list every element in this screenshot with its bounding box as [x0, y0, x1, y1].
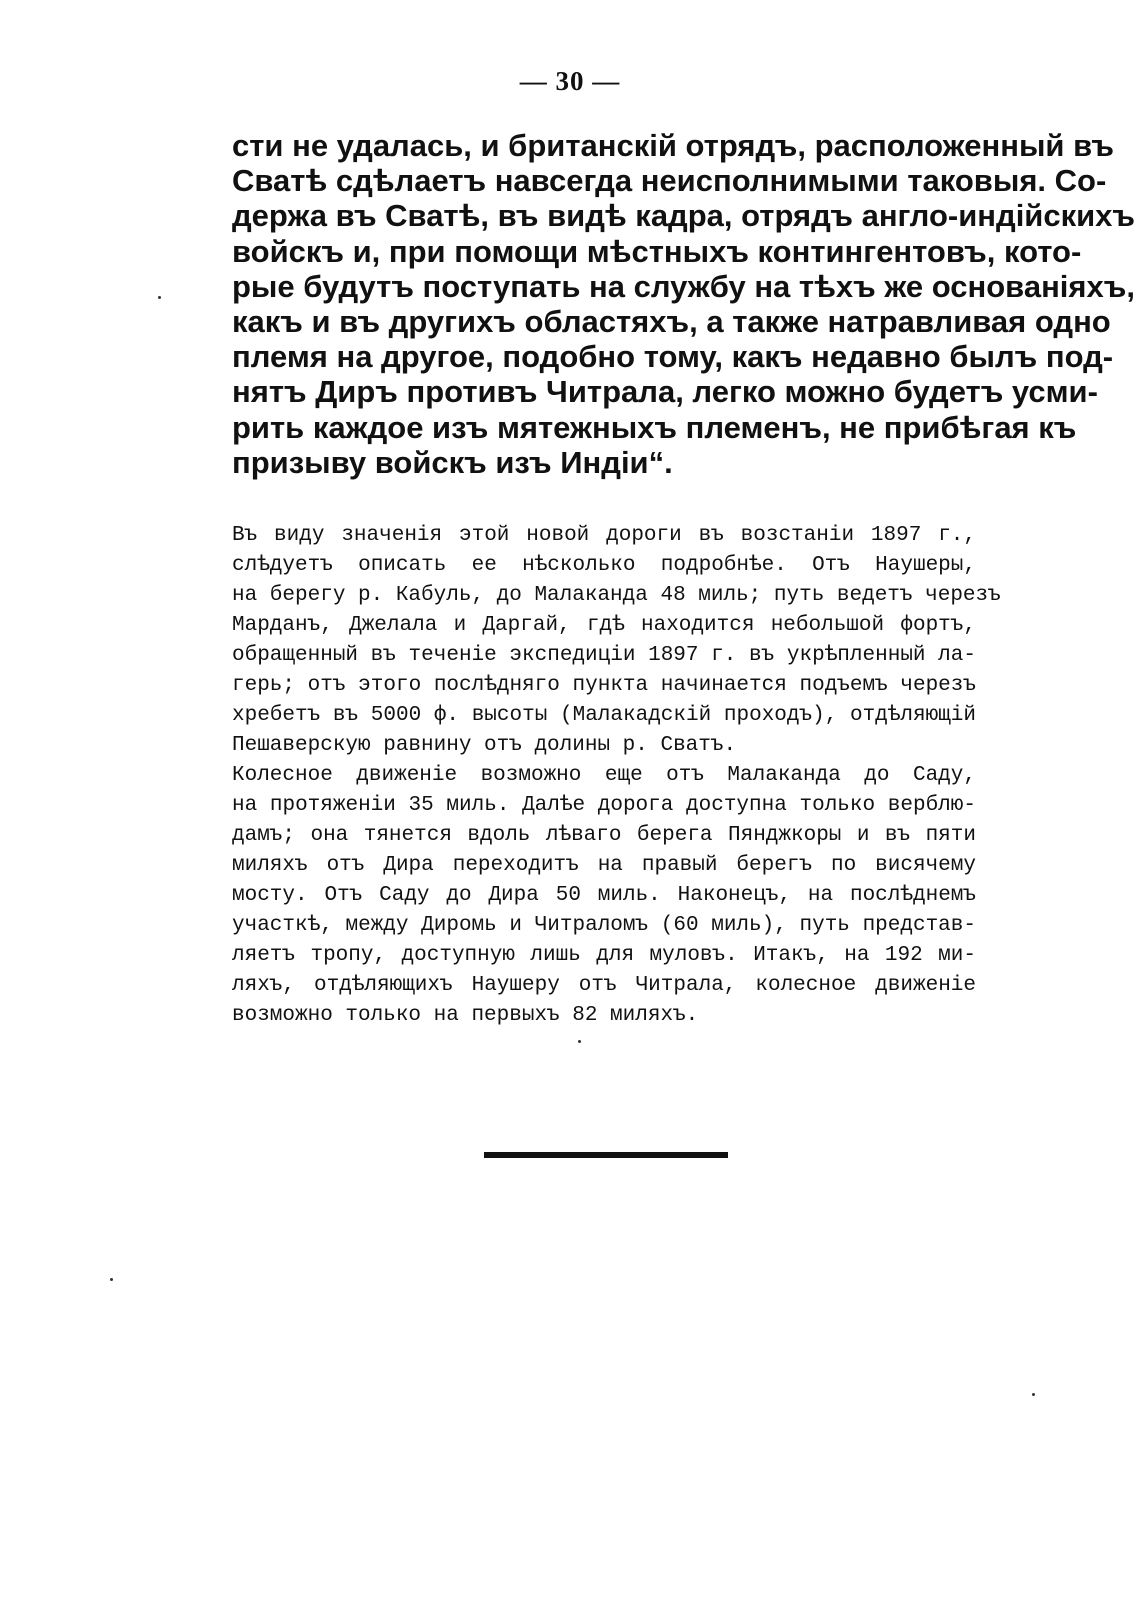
paragraph-line: Колесное движеніе возможно еще отъ Малаканда до Саду,	[232, 764, 976, 787]
paragraph-line: ляхъ, отдѣляющихъ Наушеру отъ Читрала, колесное движеніе	[232, 974, 976, 997]
lead-quote-line: какъ и въ другихъ областяхъ, а также натравливая одно	[232, 304, 1111, 340]
paragraph-line: хребетъ въ 5000 ф. высоты (Малакадскій проходъ), отдѣляющій	[232, 704, 976, 727]
scan-speck	[110, 1278, 113, 1281]
paragraph-line: на протяженіи 35 миль. Далѣе дорога доступна только верблю-	[232, 794, 976, 817]
scan-speck	[1032, 1393, 1035, 1396]
lead-quote-line: сти не удалась, и британскій отрядъ, расположенный въ	[232, 128, 1114, 163]
lead-quote-line: Сватѣ сдѣлаетъ навсегда неисполнимыми таковыя. Со-	[232, 163, 1107, 199]
paragraph-line: мосту. Отъ Саду до Дира 50 миль. Наконецъ, на послѣднемъ	[232, 884, 976, 907]
paragraph-line: ляетъ тропу, доступную лишь для муловъ. Итакъ, на 192 ми-	[232, 944, 976, 967]
lead-quote-line: призыву войскъ изъ Индіи“.	[232, 444, 673, 480]
paragraph-line: Пешаверскую равнину отъ долины р. Сватъ.	[232, 734, 737, 757]
paragraph-line: участкѣ, между Диромь и Читраломъ (60 миль), путь представ-	[232, 914, 976, 937]
paragraph-line: на берегу р. Кабуль, до Малаканда 48 миль; путь ведетъ черезъ	[232, 584, 1001, 607]
paragraph-line: герь; отъ этого послѣдняго пункта начинается подъемъ черезъ	[232, 674, 976, 697]
paragraph-line: Въ виду значенія этой новой дороги въ возстаніи 1897 г.,	[232, 524, 976, 547]
paragraph-line: возможно только на первыхъ 82 миляхъ.	[232, 1004, 699, 1027]
lead-quote-line: рые будутъ поступать на службу на тѣхъ же основаніяхъ,	[232, 268, 1135, 304]
lead-quote-line: племя на другое, подобно тому, какъ недавно былъ под-	[232, 339, 1114, 375]
scan-speck	[158, 296, 161, 299]
paragraph-wheeled-traffic	[232, 761, 976, 1031]
paragraph-line: миляхъ отъ Дира переходитъ на правый берегъ по висячему	[232, 854, 976, 877]
page-number: — 30 —	[519, 66, 621, 96]
paragraph-line: обращенный въ теченіе экспедиціи 1897 г. въ укрѣпленный ла-	[232, 644, 976, 667]
lead-quote-line: нятъ Диръ противъ Читрала, легко можно будетъ усми-	[232, 374, 1098, 410]
paragraph-line: слѣдуетъ описать ее нѣсколько подробнѣе. Отъ Наушеры,	[232, 554, 976, 577]
paragraph-line: Марданъ, Джелала и Даргай, гдѣ находится небольшой фортъ,	[232, 614, 976, 637]
end-rule-divider	[484, 1152, 728, 1158]
lead-quote-line: войскъ и, при помощи мѣстныхъ контингентовъ, кото-	[232, 233, 1082, 269]
paragraph-line: дамъ; она тянется вдоль лѣваго берега Пянджкоры и въ пяти	[232, 824, 976, 847]
paragraph-road-importance	[232, 521, 1001, 761]
body-text	[232, 521, 1001, 1031]
lead-quote-line: рить каждое изъ мятежныхъ племенъ, не прибѣгая къ	[232, 409, 1077, 445]
lead-quote-line: держа въ Сватѣ, въ видѣ кадра, отрядъ англо-индійскихъ	[232, 198, 1136, 234]
scan-speck	[578, 1040, 581, 1043]
lead-quote-block	[232, 128, 1136, 480]
